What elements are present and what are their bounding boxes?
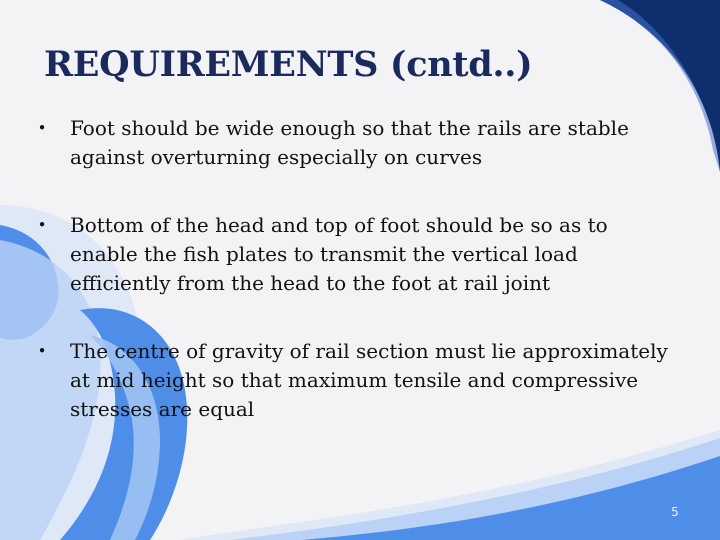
bullet-text-2: Bottom of the head and top of foot should be so as to enable the fish plates to transmit the vertical load efficiently from the head to the foot at rail joint <box>70 213 608 295</box>
slide-title: REQUIREMENTS (cntd..) <box>44 44 533 85</box>
bullet-marker: • <box>37 119 47 137</box>
bullet-marker: • <box>37 342 47 360</box>
bullet-item-2 <box>30 211 670 298</box>
bullet-list <box>30 114 670 424</box>
bullet-text-1: Foot should be wide enough so that the rails are stable against overturning especially on curves <box>70 116 629 169</box>
bullet-marker: • <box>37 216 47 234</box>
page-number: 5 <box>671 505 679 519</box>
bullet-text-3: The centre of gravity of rail section must lie approximately at mid height so that maximum tensile and compressive stresses are equal <box>70 339 668 421</box>
bullet-item-1 <box>30 114 670 172</box>
bullet-item-3 <box>30 337 670 424</box>
